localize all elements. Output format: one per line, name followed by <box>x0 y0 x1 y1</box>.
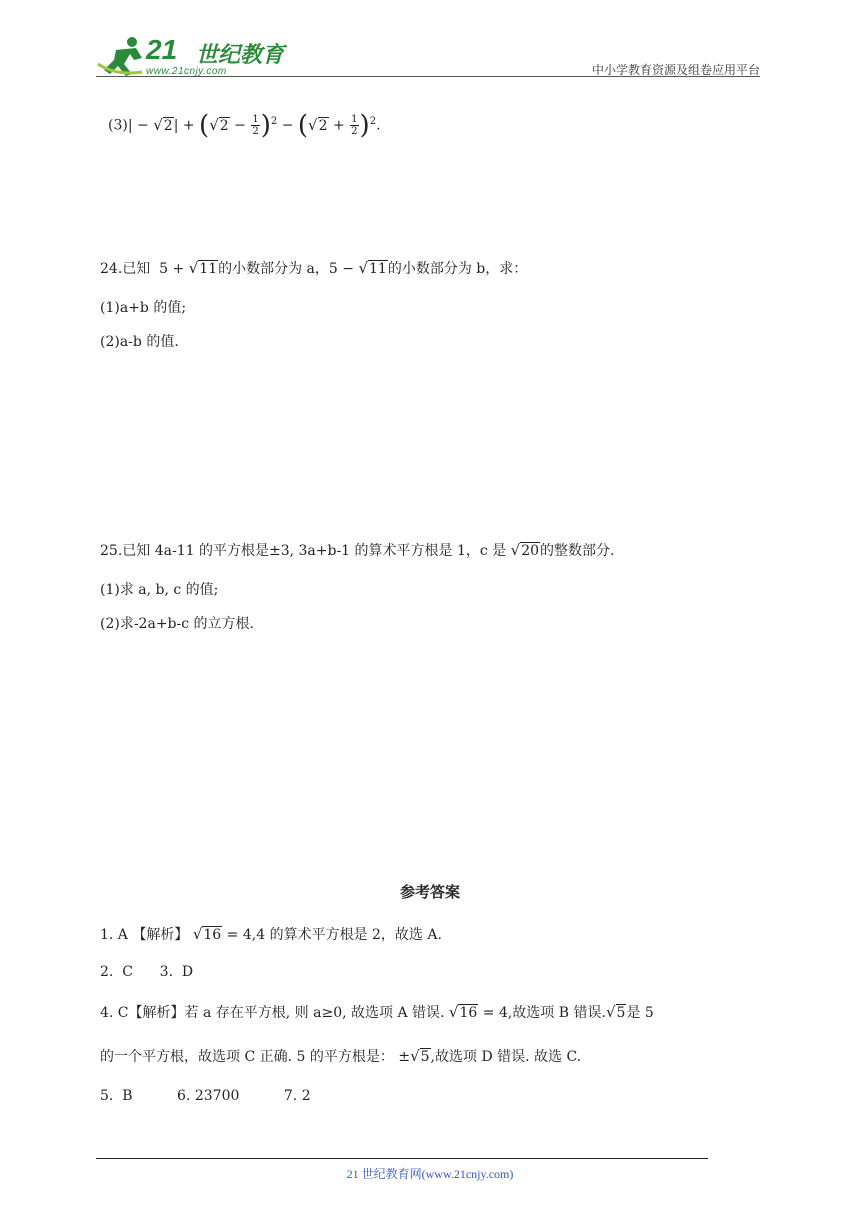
answer-4-line1: 4. C【解析】若 a 存在平方根, 则 a≥0, 故选项 A 错误. √16 = 4,故选项 B 错误.√5是 5 <box>100 1003 654 1021</box>
header-divider <box>96 76 760 77</box>
part-label: (3) <box>108 117 128 134</box>
sqrt-2: √2 <box>153 115 173 134</box>
footer-divider <box>96 1158 708 1159</box>
answer-4-line2: 的一个平方根，故选项 C 正确. 5 的平方根是： ±√5,故选项 D 错误. 故选 C. <box>100 1047 582 1065</box>
answer-2-3: 2. C 3. D <box>100 964 194 980</box>
q24-stem: 24.已知 5 + √11的小数部分为 a，5 − √11的小数部分为 b，求： <box>100 259 528 277</box>
header-tagline: 中小学教育资源及组卷应用平台 <box>591 63 760 77</box>
answers-title: 参考答案 <box>399 883 460 901</box>
answer-5-7: 5. B 6. 23700 7. 2 <box>100 1088 311 1104</box>
runner-icon <box>98 37 142 76</box>
footer-text[interactable]: 21 世纪教育网(www.21cnjy.com) <box>346 1167 514 1181</box>
q24-sub1: (1)a+b 的值; <box>100 300 187 316</box>
q25-sub1: (1)求 a, b, c 的值; <box>100 582 219 598</box>
answer-1: 1. A 【解析】 √16 = 4,4 的算术平方根是 2，故选 A. <box>100 925 442 943</box>
fraction-half: $\frac{1}{2}$ <box>252 114 259 138</box>
q23-part3: (3)| − √2| + (√2 − $\frac{1}{2}$ )$^2$ − (√2 + $\frac{1}{2}$ )$^2$. <box>108 110 381 141</box>
logo-text: 世纪教育 <box>196 43 285 68</box>
logo-url: www.21cnjy.com <box>146 66 227 77</box>
q24-sub2: (2)a-b 的值. <box>100 334 179 350</box>
q25-sub2: (2)求-2a+b-c 的立方根. <box>100 616 254 632</box>
logo-number: 21 <box>146 34 178 65</box>
q25-stem: 25.已知 4a-11 的平方根是±3, 3a+b-1 的算术平方根是 1，c 是 √20的整数部分. <box>100 541 615 559</box>
